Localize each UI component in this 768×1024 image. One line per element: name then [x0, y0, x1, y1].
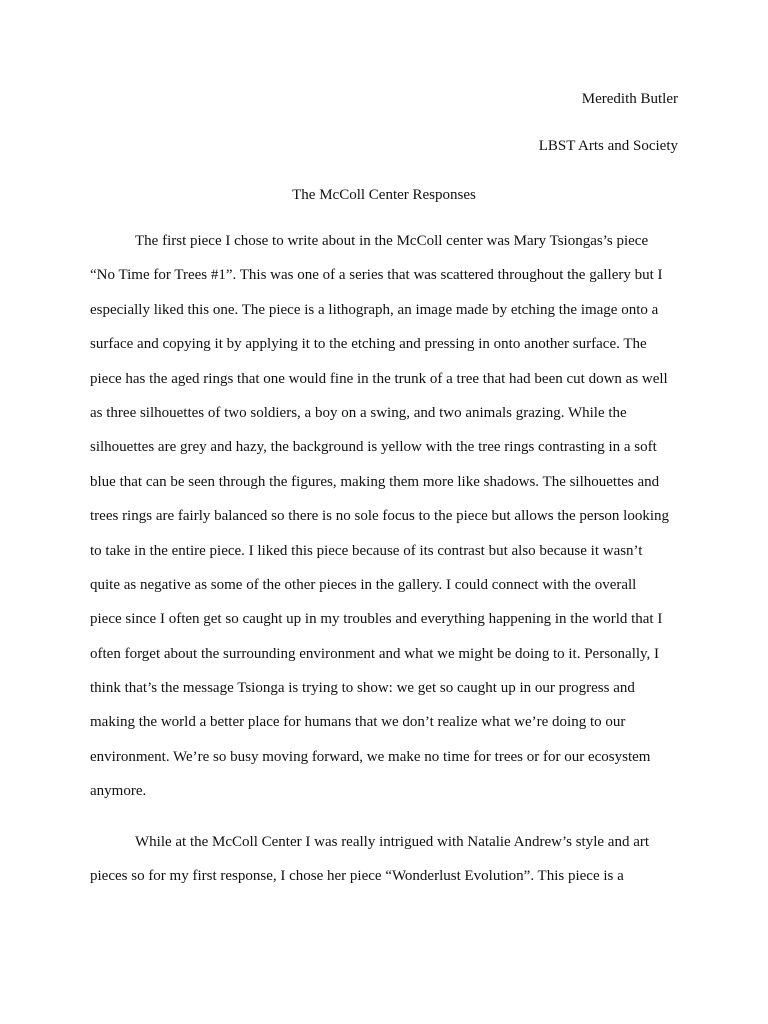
paragraph-line: “No Time for Trees #1”. This was one of a series that was scattered throughout the gallery but I [90, 267, 663, 284]
paragraph-1 [90, 231, 680, 816]
paragraph-line: as three silhouettes of two soldiers, a boy on a swing, and two animals grazing. While the [90, 404, 627, 421]
paragraph-line: making the world a better place for humans that we don’t realize what we’re doing to our [90, 714, 626, 731]
course-name: LBST Arts and Society [538, 138, 678, 154]
paragraph-2 [90, 832, 680, 901]
paragraph-line: While at the McColl Center I was really intrigued with Natalie Andrew’s style and art [135, 834, 650, 850]
paragraph-line: often forget about the surrounding environment and what we might be doing to it. Personally, I [90, 645, 660, 662]
paragraph-line: quite as negative as some of the other pieces in the gallery. I could connect with the overall [90, 576, 637, 593]
paragraph-line: The first piece I chose to write about in the McColl center was Mary Tsiongas’s piece [135, 233, 649, 249]
paragraph-line: think that’s the message Tsionga is trying to show: we get so caught up in our progress and [90, 680, 635, 697]
paragraph-line: environment. We’re so busy moving forward, we make no time for trees or for our ecosystem [90, 748, 651, 765]
paragraph-line: to take in the entire piece. I liked this piece because of its contrast but also because it wasn’t [90, 542, 643, 559]
paragraph-line: piece since I often get so caught up in my troubles and everything happening in the world that I [90, 611, 663, 628]
paragraph-line: silhouettes are grey and hazy, the background is yellow with the tree rings contrasting in a soft [90, 439, 657, 456]
paragraph-line: blue that can be seen through the figures, making them more like shadows. The silhouettes and [90, 473, 660, 490]
paragraph-line: pieces so for my first response, I chose her piece “Wonderlust Evolution”. This piece is a [90, 868, 624, 885]
paragraph-line: trees rings are fairly balanced so there is no sole focus to the piece but allows the person looking [90, 508, 669, 525]
paragraph-line: especially liked this one. The piece is a lithograph, an image made by etching the image onto a [90, 301, 659, 318]
author-name: Meredith Butler [581, 91, 678, 107]
paragraph-line: piece has the aged rings that one would fine in the trunk of a tree that had been cut down as well [90, 370, 668, 387]
paragraph-line: anymore. [90, 783, 147, 800]
page-title: The McColl Center Responses [292, 187, 476, 203]
paragraph-line: surface and copying it by applying it to the etching and pressing in onto another surface. The [90, 336, 647, 353]
